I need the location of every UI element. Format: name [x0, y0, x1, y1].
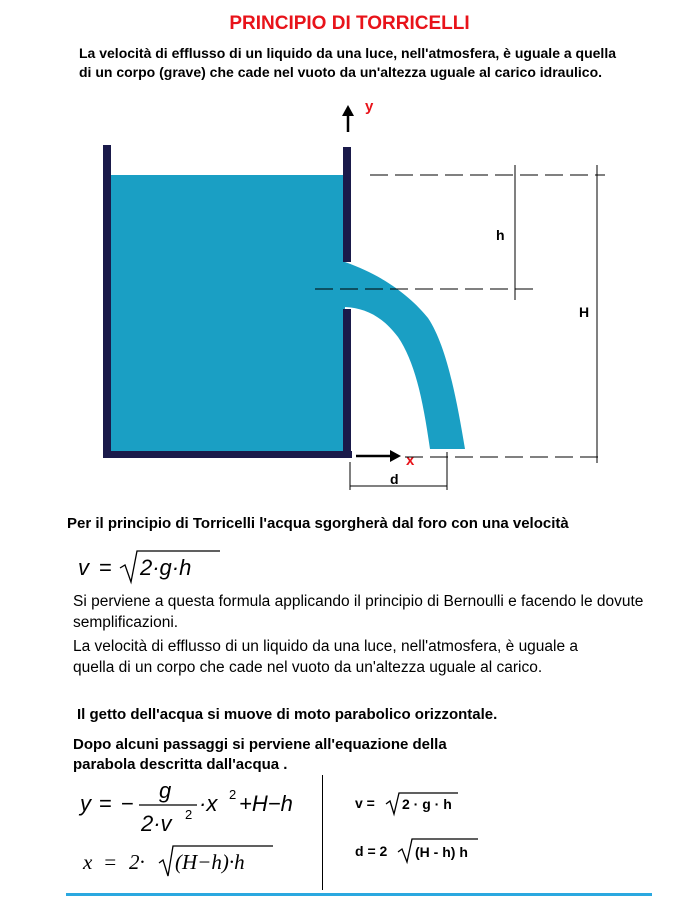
bottom-rule	[66, 893, 652, 896]
formula-velocity	[70, 548, 230, 588]
x-axis-label: x	[406, 452, 415, 469]
d-label: d	[390, 471, 399, 487]
svg-text:(H−h)·h: (H−h)·h	[175, 850, 245, 874]
svg-text:−: −	[121, 791, 134, 816]
intro-text: La velocità di efflusso di un liquido da una luce, nell'atmosfera, è uguale a quella di un corpo (grave) che cade nel vuoto da un'altezza uguale al carico idraulico.	[79, 45, 616, 80]
svg-text:=: =	[103, 850, 118, 874]
side-formula-d	[350, 836, 490, 866]
svg-text:2 · g · h: 2 · g · h	[402, 796, 452, 812]
torricelli-diagram	[0, 95, 699, 495]
tank-right-wall-upper	[343, 147, 351, 262]
para-parabolic: Il getto dell'acqua si muove di moto parabolico orizzontale.	[77, 706, 498, 723]
svg-text:v =: v =	[355, 795, 375, 811]
formula-separator	[322, 775, 323, 890]
svg-text:+H−h: +H−h	[239, 791, 293, 816]
y-axis-label: y	[365, 98, 374, 115]
svg-text:y: y	[80, 791, 91, 816]
tank-right-wall-lower	[343, 309, 351, 458]
side-formula-v	[350, 790, 480, 820]
H-label: H	[579, 304, 590, 320]
formula-parabola	[75, 775, 335, 845]
para-bernoulli: Si perviene a questa formula applicando il principio di Bernoulli e facendo le dovute semplificazioni.	[73, 593, 644, 631]
svg-text:2·v: 2·v	[141, 811, 172, 836]
water-jet	[345, 262, 465, 449]
svg-text:2: 2	[229, 787, 237, 802]
svg-text:2·: 2·	[129, 850, 145, 874]
svg-text:2·g·h: 2·g·h	[140, 555, 192, 580]
y-axis-arrow	[342, 105, 354, 116]
para-parabola-eq: Dopo alcuni passaggi si perviene all'equazione della parabola descritta dall'acqua .	[73, 736, 447, 773]
svg-text:=: =	[99, 791, 112, 816]
svg-text:·x: ·x	[199, 791, 218, 816]
para-restate: La velocità di efflusso di un liquido da una luce, nell'atmosfera, è uguale a quella di un corpo che cade nel vuoto da un'altezza uguale al carico.	[73, 638, 579, 676]
svg-text:(H - h) h: (H - h) h	[415, 844, 468, 860]
tank-bottom	[103, 451, 352, 458]
page-title: PRINCIPIO DI TORRICELLI	[229, 13, 470, 34]
svg-text:x: x	[83, 850, 93, 874]
h-label: h	[496, 227, 505, 243]
svg-text:v: v	[78, 555, 89, 580]
x-axis-arrow	[390, 450, 401, 462]
svg-text:g: g	[159, 778, 172, 803]
para-velocity-intro: Per il principio di Torricelli l'acqua sgorgherà dal foro con una velocità	[67, 515, 569, 532]
svg-text:d = 2: d = 2	[355, 843, 388, 859]
tank-water	[111, 175, 345, 452]
svg-text:2: 2	[185, 807, 193, 822]
formula-x	[75, 843, 305, 883]
tank-left-wall	[103, 145, 111, 456]
svg-text:=: =	[99, 555, 112, 580]
